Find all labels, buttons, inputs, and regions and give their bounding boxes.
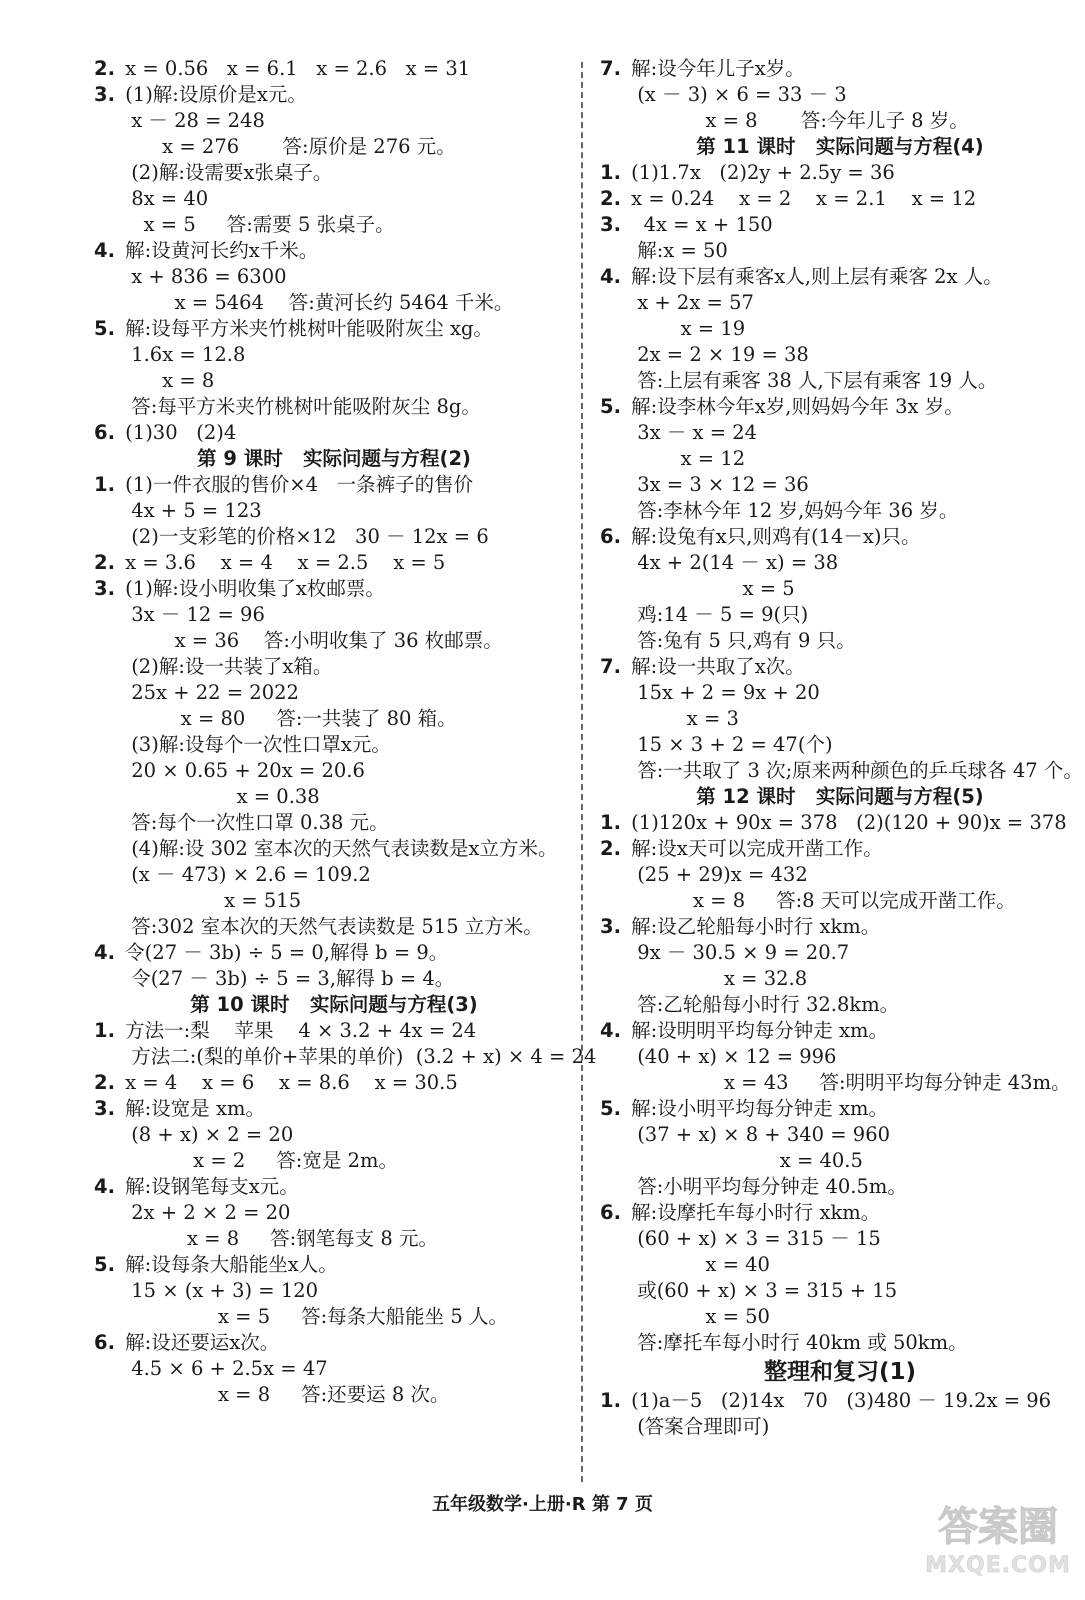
question-number: 7. bbox=[600, 57, 621, 80]
question-number: 5. bbox=[94, 1253, 115, 1276]
answer-line bbox=[600, 1148, 1080, 1174]
answer-text: x + 836 = 6300 bbox=[94, 265, 287, 288]
answer-text: x = 8 答:8 天可以完成开凿工作。 bbox=[600, 889, 1016, 912]
answer-line bbox=[600, 1388, 1080, 1414]
answer-text: 4x + 5 = 123 bbox=[94, 499, 262, 522]
answer-text: (8 + x) × 2 = 20 bbox=[94, 1123, 294, 1146]
answer-line bbox=[600, 836, 1080, 862]
answer-line bbox=[600, 160, 1080, 186]
answer-line bbox=[600, 862, 1080, 888]
column-divider bbox=[581, 62, 583, 1482]
answer-text: x = 5 bbox=[600, 577, 795, 600]
answer-text: (3)解:设每个一次性口罩x元。 bbox=[94, 733, 391, 756]
answer-line bbox=[94, 758, 574, 784]
answer-text: 解:设乙轮船每小时行 xkm。 bbox=[624, 915, 881, 938]
answer-text: (答案合理即可) bbox=[600, 1415, 770, 1438]
answer-text: x = 12 bbox=[600, 447, 746, 470]
answer-text: x = 40.5 bbox=[600, 1149, 863, 1172]
answer-line bbox=[600, 810, 1080, 836]
answer-line bbox=[600, 966, 1080, 992]
answer-line bbox=[600, 472, 1080, 498]
answer-line bbox=[600, 1330, 1080, 1356]
answer-line bbox=[600, 524, 1080, 550]
answer-line bbox=[600, 1018, 1080, 1044]
question-number: 5. bbox=[600, 1097, 621, 1120]
answer-text: x + 2x = 57 bbox=[600, 291, 754, 314]
answer-line bbox=[94, 1304, 574, 1330]
page-footer: 五年级数学·上册·R 第 7 页 bbox=[432, 1494, 653, 1515]
answer-text: 解:设宽是 xm。 bbox=[118, 1097, 265, 1120]
answer-line bbox=[94, 680, 574, 706]
answer-line bbox=[94, 628, 574, 654]
answer-text: x = 0.56 x = 6.1 x = 2.6 x = 31 bbox=[118, 57, 471, 80]
answer-text: (2)解:设需要x张桌子。 bbox=[94, 161, 333, 184]
answer-line bbox=[600, 498, 1080, 524]
answer-line bbox=[94, 732, 574, 758]
answer-text: (60 + x) × 3 = 315 － 15 bbox=[600, 1227, 881, 1250]
question-number: 2. bbox=[600, 837, 621, 860]
answer-text: 3x = 3 × 12 = 36 bbox=[600, 473, 809, 496]
answer-text: 20 × 0.65 + 20x = 20.6 bbox=[94, 759, 365, 782]
question-number: 1. bbox=[94, 1019, 115, 1042]
answer-text: (37 + x) × 8 + 340 = 960 bbox=[600, 1123, 891, 1146]
answer-line bbox=[600, 706, 1080, 732]
answer-line bbox=[600, 342, 1080, 368]
answer-line bbox=[94, 420, 574, 446]
answer-line bbox=[600, 1070, 1080, 1096]
answer-text: x = 3 bbox=[600, 707, 739, 730]
answer-line bbox=[94, 368, 574, 394]
answer-text: x = 50 bbox=[600, 1305, 770, 1328]
answer-line bbox=[94, 290, 574, 316]
answer-text: 令(27 － 3b) ÷ 5 = 0,解得 b = 9。 bbox=[118, 941, 449, 964]
answer-line bbox=[94, 160, 574, 186]
answer-text: x = 36 答:小明收集了 36 枚邮票。 bbox=[94, 629, 503, 652]
answer-text: x = 3.6 x = 4 x = 2.5 x = 5 bbox=[118, 551, 446, 574]
answer-line bbox=[600, 1304, 1080, 1330]
answer-line bbox=[94, 888, 574, 914]
answer-line bbox=[94, 940, 574, 966]
answer-line bbox=[94, 1382, 574, 1408]
answer-text: (25 + 29)x = 432 bbox=[600, 863, 808, 886]
answer-line bbox=[600, 108, 1080, 134]
answer-text: 15 × 3 + 2 = 47(个) bbox=[600, 733, 833, 756]
answer-line bbox=[94, 316, 574, 342]
answer-line bbox=[600, 264, 1080, 290]
question-number: 5. bbox=[94, 317, 115, 340]
answer-line bbox=[94, 966, 574, 992]
question-number: 4. bbox=[600, 1019, 621, 1042]
answer-line bbox=[600, 732, 1080, 758]
answer-line bbox=[600, 316, 1080, 342]
answer-line bbox=[94, 1252, 574, 1278]
answer-text: 答:每个一次性口罩 0.38 元。 bbox=[94, 811, 389, 834]
answer-text: x = 8 bbox=[94, 369, 215, 392]
answer-text: x = 80 答:一共装了 80 箱。 bbox=[94, 707, 457, 730]
answer-line bbox=[600, 420, 1080, 446]
answer-text: 解:设明明平均每分钟走 xm。 bbox=[624, 1019, 888, 1042]
answer-line bbox=[94, 472, 574, 498]
answer-text: 25x + 22 = 2022 bbox=[94, 681, 299, 704]
question-number: 3. bbox=[600, 213, 621, 236]
answer-line bbox=[600, 1174, 1080, 1200]
answer-text: x = 5 答:需要 5 张桌子。 bbox=[94, 213, 395, 236]
answer-line bbox=[600, 758, 1083, 784]
answer-text: x = 2 答:宽是 2m。 bbox=[94, 1149, 398, 1172]
answer-text: 解:设下层有乘客x人,则上层有乘客 2x 人。 bbox=[624, 265, 1003, 288]
answer-line bbox=[94, 602, 574, 628]
answer-text: 鸡:14 － 5 = 9(只) bbox=[600, 603, 809, 626]
answer-line bbox=[600, 888, 1080, 914]
answer-text: 答:摩托车每小时行 40km 或 50km。 bbox=[600, 1331, 968, 1354]
answer-text: 解:设李林今年x岁,则妈妈今年 3x 岁。 bbox=[624, 395, 964, 418]
answer-line bbox=[94, 134, 574, 160]
question-number: 2. bbox=[600, 187, 621, 210]
answer-text: 2x + 2 × 2 = 20 bbox=[94, 1201, 291, 1224]
answer-text: (40 + x) × 12 = 996 bbox=[600, 1045, 837, 1068]
answer-line bbox=[94, 524, 574, 550]
answer-text: (x － 3) × 6 = 33 － 3 bbox=[600, 83, 847, 106]
answer-line bbox=[600, 602, 1080, 628]
watermark-logo bbox=[923, 1502, 1073, 1592]
answer-text: 答:兔有 5 只,鸡有 9 只。 bbox=[600, 629, 856, 652]
answer-text: 15x + 2 = 9x + 20 bbox=[600, 681, 820, 704]
answer-text: (1)一件衣服的售价×4 一条裤子的售价 bbox=[118, 473, 474, 496]
question-number: 2. bbox=[94, 57, 115, 80]
question-number: 3. bbox=[600, 915, 621, 938]
section-heading: 第 10 课时 实际问题与方程(3) bbox=[190, 993, 478, 1016]
answer-text: 解:设x天可以完成开凿工作。 bbox=[624, 837, 883, 860]
answer-text: 1.6x = 12.8 bbox=[94, 343, 246, 366]
answer-line bbox=[94, 836, 574, 862]
answer-line bbox=[94, 1330, 574, 1356]
answer-line bbox=[600, 290, 1080, 316]
right-column bbox=[600, 56, 1083, 1440]
answer-text: (1)解:设原价是x元。 bbox=[118, 83, 307, 106]
answer-line bbox=[94, 82, 574, 108]
question-number: 3. bbox=[94, 83, 115, 106]
answer-text: (4)解:设 302 室本次的天然气表读数是x立方米。 bbox=[94, 837, 558, 860]
answer-text: x = 4 x = 6 x = 8.6 x = 30.5 bbox=[118, 1071, 458, 1094]
answer-text: x = 5 答:每条大船能坐 5 人。 bbox=[94, 1305, 508, 1328]
question-number: 4. bbox=[94, 1175, 115, 1198]
answer-text: (2)一支彩笔的价格×12 30 － 12x = 6 bbox=[94, 525, 489, 548]
answer-text: x = 276 答:原价是 276 元。 bbox=[94, 135, 456, 158]
answer-text: 答:小明平均每分钟走 40.5m。 bbox=[600, 1175, 907, 1198]
answer-line bbox=[600, 1044, 1080, 1070]
answer-text: 解:设今年儿子x岁。 bbox=[624, 57, 805, 80]
answer-line bbox=[94, 1018, 574, 1044]
answer-text: x = 8 答:钢笔每支 8 元。 bbox=[94, 1227, 438, 1250]
answer-text: 解:x = 50 bbox=[600, 239, 728, 262]
answer-line bbox=[94, 498, 574, 524]
answer-text: 解:设小明平均每分钟走 xm。 bbox=[624, 1097, 888, 1120]
answer-line bbox=[600, 212, 1080, 238]
answer-line bbox=[94, 342, 574, 368]
answer-text: x = 8 答:还要运 8 次。 bbox=[94, 1383, 450, 1406]
answer-text: x = 515 bbox=[94, 889, 302, 912]
answer-text: x = 19 bbox=[600, 317, 746, 340]
answer-line bbox=[600, 394, 1080, 420]
answer-line bbox=[94, 238, 574, 264]
watermark-logo-top: 答案圈 bbox=[938, 1504, 1058, 1550]
answer-text: 3x － x = 24 bbox=[600, 421, 758, 444]
answer-line bbox=[600, 1096, 1080, 1122]
answer-line bbox=[600, 186, 1080, 212]
answer-line bbox=[600, 1122, 1080, 1148]
question-number: 4. bbox=[94, 941, 115, 964]
answer-text: 解:设一共取了x次。 bbox=[624, 655, 805, 678]
answer-line bbox=[600, 1414, 1080, 1440]
answer-text: 答:乙轮船每小时行 32.8km。 bbox=[600, 993, 900, 1016]
answer-text: 8x = 40 bbox=[94, 187, 209, 210]
answer-text: x = 0.24 x = 2 x = 2.1 x = 12 bbox=[624, 187, 977, 210]
left-column bbox=[94, 56, 597, 1408]
answer-text: 4x + 2(14 － x) = 38 bbox=[600, 551, 839, 574]
answer-text: (1)30 (2)4 bbox=[118, 421, 237, 444]
answer-text: (2)解:设一共装了x箱。 bbox=[94, 655, 333, 678]
answer-text: 令(27 － 3b) ÷ 5 = 3,解得 b = 4。 bbox=[94, 967, 455, 990]
answer-line bbox=[600, 914, 1080, 940]
answer-line bbox=[94, 264, 574, 290]
answer-text: 解:设每条大船能坐x人。 bbox=[118, 1253, 338, 1276]
answer-text: 解:设钢笔每支x元。 bbox=[118, 1175, 299, 1198]
question-number: 1. bbox=[600, 1389, 621, 1412]
answer-line bbox=[94, 1122, 574, 1148]
answer-line bbox=[600, 628, 1080, 654]
answer-text: 4.5 × 6 + 2.5x = 47 bbox=[94, 1357, 328, 1380]
question-number: 1. bbox=[94, 473, 115, 496]
answer-line bbox=[600, 576, 1080, 602]
answer-line bbox=[600, 1226, 1080, 1252]
answer-line bbox=[94, 56, 574, 82]
answer-text: 解:设每平方米夹竹桃树叶能吸附灰尘 xg。 bbox=[118, 317, 493, 340]
answer-line bbox=[94, 1070, 574, 1096]
question-number: 3. bbox=[94, 1097, 115, 1120]
review-heading: 整理和复习(1) bbox=[763, 1359, 917, 1385]
answer-text: (1)解:设小明收集了x枚邮票。 bbox=[118, 577, 385, 600]
question-number: 4. bbox=[94, 239, 115, 262]
answer-line bbox=[94, 108, 574, 134]
answer-text: 答:每平方米夹竹桃树叶能吸附灰尘 8g。 bbox=[94, 395, 481, 418]
answer-line bbox=[94, 576, 574, 602]
answer-text: 3x － 12 = 96 bbox=[94, 603, 265, 626]
answer-line bbox=[600, 680, 1080, 706]
answer-line bbox=[94, 784, 574, 810]
question-number: 6. bbox=[94, 421, 115, 444]
answer-line bbox=[600, 82, 1080, 108]
answer-line bbox=[94, 1226, 574, 1252]
answer-text: 解:设兔有x只,则鸡有(14－x)只。 bbox=[624, 525, 921, 548]
answer-text: 解:设摩托车每小时行 xkm。 bbox=[624, 1201, 881, 1224]
answer-line bbox=[94, 1044, 597, 1070]
answer-text: x = 32.8 bbox=[600, 967, 808, 990]
answer-text: 方法一:梨 苹果 4 × 3.2 + 4x = 24 bbox=[118, 1019, 477, 1042]
question-number: 7. bbox=[600, 655, 621, 678]
answer-line bbox=[94, 810, 574, 836]
answer-line bbox=[600, 940, 1080, 966]
answer-line bbox=[600, 238, 1080, 264]
answer-text: x － 28 = 248 bbox=[94, 109, 265, 132]
answer-line bbox=[600, 1252, 1080, 1278]
answer-text: 答:302 室本次的天然气表读数是 515 立方米。 bbox=[94, 915, 543, 938]
section-heading: 第 9 课时 实际问题与方程(2) bbox=[197, 447, 471, 470]
watermark-logo-bottom: MXQE.COM bbox=[925, 1553, 1071, 1578]
question-number: 1. bbox=[600, 161, 621, 184]
section-heading: 第 11 课时 实际问题与方程(4) bbox=[696, 135, 984, 158]
answer-text: (x － 473) × 2.6 = 109.2 bbox=[94, 863, 371, 886]
answer-line bbox=[600, 446, 1080, 472]
answer-line bbox=[94, 654, 574, 680]
question-number: 5. bbox=[600, 395, 621, 418]
question-number: 2. bbox=[94, 1071, 115, 1094]
question-number: 6. bbox=[600, 1201, 621, 1224]
answer-text: x = 43 答:明明平均每分钟走 43m。 bbox=[600, 1071, 1071, 1094]
section-heading: 第 12 课时 实际问题与方程(5) bbox=[696, 785, 984, 808]
answer-line bbox=[600, 56, 1080, 82]
answer-line bbox=[600, 992, 1080, 1018]
answer-line bbox=[94, 862, 574, 888]
answer-text: 方法二:(梨的单价+苹果的单价) (3.2 + x) × 4 = 24 bbox=[94, 1045, 597, 1068]
answer-text: (1)a－5 (2)14x 70 (3)480 － 19.2x = 96 bbox=[624, 1389, 1052, 1412]
answer-line bbox=[600, 654, 1080, 680]
answer-text: x = 40 bbox=[600, 1253, 770, 1276]
answer-text: 2x = 2 × 19 = 38 bbox=[600, 343, 809, 366]
answer-line bbox=[94, 1096, 574, 1122]
answer-line bbox=[94, 550, 574, 576]
answer-text: 或(60 + x) × 3 = 315 + 15 bbox=[600, 1279, 898, 1302]
answer-line bbox=[94, 1174, 574, 1200]
answer-line bbox=[94, 1356, 574, 1382]
answer-line bbox=[94, 1148, 574, 1174]
answer-text: 答:上层有乘客 38 人,下层有乘客 19 人。 bbox=[600, 369, 998, 392]
answer-line bbox=[94, 1200, 574, 1226]
answer-line bbox=[600, 1200, 1080, 1226]
answer-line bbox=[94, 394, 574, 420]
question-number: 6. bbox=[94, 1331, 115, 1354]
answer-text: (1)1.7x (2)2y + 2.5y = 36 bbox=[624, 161, 895, 184]
question-number: 2. bbox=[94, 551, 115, 574]
answer-text: x = 0.38 bbox=[94, 785, 320, 808]
answer-text: 4x = x + 150 bbox=[624, 213, 773, 236]
question-number: 6. bbox=[600, 525, 621, 548]
answer-line bbox=[94, 1278, 574, 1304]
answer-text: 答:李林今年 12 岁,妈妈今年 36 岁。 bbox=[600, 499, 959, 522]
question-number: 4. bbox=[600, 265, 621, 288]
question-number: 3. bbox=[94, 577, 115, 600]
answer-text: 9x － 30.5 × 9 = 20.7 bbox=[600, 941, 850, 964]
answer-text: x = 5464 答:黄河长约 5464 千米。 bbox=[94, 291, 514, 314]
answer-text: 答:一共取了 3 次;原来两种颜色的乒乓球各 47 个。 bbox=[600, 759, 1083, 782]
answer-line bbox=[600, 368, 1080, 394]
answer-line bbox=[94, 706, 574, 732]
answer-line bbox=[94, 914, 574, 940]
answer-line bbox=[94, 186, 574, 212]
answer-text: 解:设还要运x次。 bbox=[118, 1331, 280, 1354]
answer-text: x = 8 答:今年儿子 8 岁。 bbox=[600, 109, 969, 132]
answer-text: 15 × (x + 3) = 120 bbox=[94, 1279, 319, 1302]
question-number: 1. bbox=[600, 811, 621, 834]
answer-line bbox=[600, 1278, 1080, 1304]
answer-line bbox=[600, 550, 1080, 576]
answer-line bbox=[94, 212, 574, 238]
answer-text: (1)120x + 90x = 378 (2)(120 + 90)x = 378 bbox=[624, 811, 1067, 834]
answer-text: 解:设黄河长约x千米。 bbox=[118, 239, 319, 262]
